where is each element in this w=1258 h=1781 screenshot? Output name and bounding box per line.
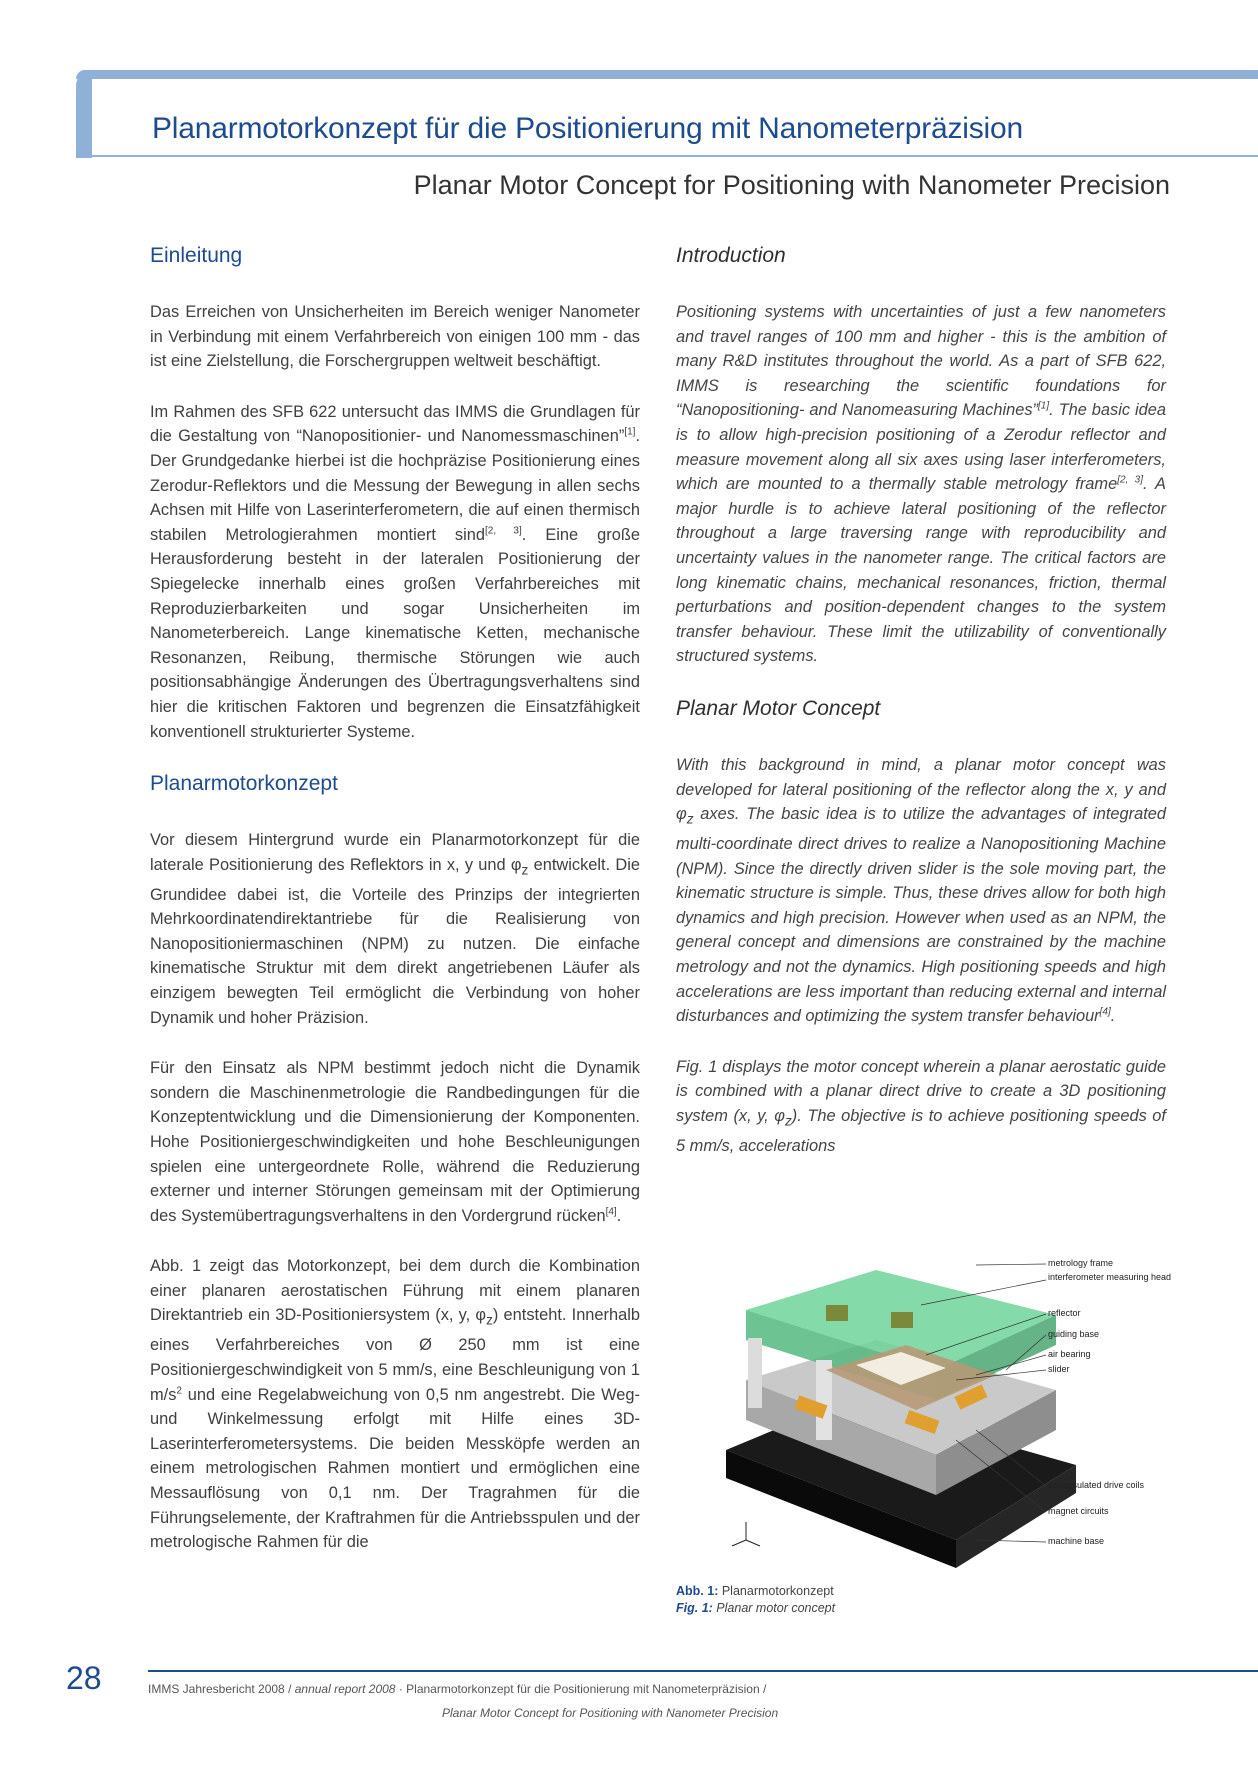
label-drive-coils: encapsulated drive coils — [1048, 1480, 1145, 1490]
paragraph-de-1 — [150, 300, 640, 374]
measuring-head — [826, 1305, 848, 1321]
text: With this background in mind, a planar motor concept was developed for lateral positioning of the reflector along the x, y and φ — [676, 755, 1166, 824]
label-reflector: reflector — [1048, 1308, 1081, 1318]
text: . Eine große Herausforderung besteht in der lateralen Positionierung der Spiegelecke innerhalb eines großen Verfahrbereiches mit Reproduzierbarkeiten und sogar Unsicherheiten im Nanometerbereich. Lange kinematische Ketten, mechanische Resonanzen, Reibung, thermische Störungen wie auch positionsabhängige Änderungen des Übertragungsverhaltens sind hier die kritischen Faktoren und begrenzen die Einsatzfähigkeit konventionell strukturierter Systeme. — [150, 525, 640, 741]
footer-line-1 — [148, 1682, 766, 1696]
text: IMMS Jahresbericht 2008 / — [148, 1682, 295, 1696]
frame-leg — [816, 1360, 832, 1440]
citation: [4] — [1099, 1006, 1111, 1018]
text: ). The objective is to achieve positioning speeds of 5 mm/s, accelerations — [676, 1106, 1166, 1155]
paragraph-en-2 — [676, 753, 1166, 1029]
heading-introduction: Introduction — [676, 244, 786, 267]
planar-motor-figure — [676, 1250, 1176, 1580]
caption-text: Planarmotorkonzept — [721, 1584, 834, 1598]
page-number: 28 — [66, 1660, 102, 1696]
caption-text: Planar motor concept — [716, 1601, 836, 1615]
citation: [2, 3] — [1117, 474, 1143, 486]
paragraph-de-2 — [150, 400, 640, 744]
text: Für den Einsatz als NPM bestimmt jedoch nicht die Dynamik sondern die Maschinenmetrologie die Randbedingungen für die Konzeptentwicklung und die Dimensionierung der Komponenten. Hohe Positioniergeschwindigkeiten und hohe Beschleunigungen spielen eine untergeordnete Rolle, während die Reduzierung externer und interner Störungen gemeinsam mit der Optimierung des Systemübertragungsverhaltens in den Vordergrund rücken — [150, 1059, 640, 1225]
footer-line-2: Planar Motor Concept for Positioning with Nanometer Precision — [442, 1706, 779, 1720]
footer-rule — [148, 1670, 1258, 1672]
text: axes. The basic idea is to utilize the advantages of integrated multi-coordinate direct drives to realize a Nanopositioning Machine (NPM). Since the directly driven slider is the sole moving part, the kinematic structure is simple. Thus, these drives allow for both high dynamics and high precision. However when used as an NPM, the general concept and dimensions are constrained by the machine metrology and not the dynamics. High positioning speeds and high accelerations are less important than reducing external and internal disturbances and optimizing the system transfer behaviour — [676, 805, 1166, 1026]
text: Abb. 1 zeigt das Motorkonzept, bei dem durch die Kombination einer planaren aerostatischen Führung mit einem planaren Direktantrieb ein 3D-Positioniersystem (x, y, φ — [150, 1257, 640, 1325]
paragraph-en-3 — [676, 1055, 1166, 1159]
label-interferometer: interferometer measuring head — [1048, 1272, 1172, 1282]
text: . — [616, 1206, 622, 1225]
caption-en — [676, 1600, 835, 1617]
paragraph-en-1 — [676, 300, 1166, 669]
text: Im Rahmen des SFB 622 untersucht das IMMS die Grundlagen für die Gestaltung von “Nanopositionier- und Nanomessmaschinen” — [150, 402, 640, 446]
text: . The basic idea is to allow high-precision positioning of a Zerodur reflector and measure movement along all six axes using laser interferometers, which are mounted to a thermally stable metrology frame — [676, 401, 1166, 494]
label-metrology-frame: metrology frame — [1048, 1258, 1114, 1268]
caption-de — [676, 1583, 835, 1600]
page-title-de: Planarmotorkonzept für die Positionierung mit Nanometerpräzision — [152, 112, 1023, 145]
label-magnet-circuits: magnet circuits — [1048, 1506, 1109, 1516]
paragraph-de-5 — [150, 1254, 640, 1554]
paragraph-de-3 — [150, 828, 640, 1030]
header-frame-bar — [76, 70, 1258, 79]
heading-planarmotorkonzept: Planarmotorkonzept — [150, 772, 338, 796]
subscript: z — [486, 1312, 493, 1328]
title-rule — [92, 155, 1258, 157]
column-german — [150, 242, 640, 1581]
axis-indicator — [732, 1522, 760, 1546]
column-english — [676, 242, 1166, 1184]
text: Das Erreichen von Unsicherheiten im Bereich weniger Nanometer in Verbindung mit einem Verfahrbereich von einigen 100 mm - das ist eine Zielstellung, die Forschergruppen weltweit beschäftigt. — [150, 303, 640, 371]
citation: [2, 3] — [485, 525, 522, 537]
text: entwickelt. Die Grundidee dabei ist, die Vorteile des Prinzips der integrierten Mehrkoordinatendirektantriebe für die Realisierung von Nanopositioniermaschinen (NPM) zu nutzen. Die einfache kinematische Struktur mit dem direkt angetriebenen Läufer als einzigem bewegten Teil ermöglicht die Verbindung von hoher Dynamik und hoher Präzision. — [150, 855, 640, 1027]
text: . A major hurdle is to achieve lateral positioning of the reflector throughout a large traversing range with reproducibility and uncertainty values in the nanometer range. The critical factors are long kinematic chains, mechanical resonances, friction, thermal perturbations and position-dependent changes to the system transfer behaviour. These limit the utilizability of conventionally structured systems. — [676, 475, 1166, 666]
label-guiding-base: guiding base — [1048, 1329, 1100, 1339]
citation: [1] — [624, 426, 636, 438]
citation: [1] — [1037, 400, 1050, 412]
citation: [4] — [605, 1206, 617, 1218]
heading-planar-motor-concept: Planar Motor Concept — [676, 696, 881, 720]
caption-label: Abb. 1: — [676, 1584, 719, 1598]
subscript: z — [521, 861, 529, 877]
text: · Planarmotorkonzept für die Positionierung mit Nanometerpräzision / — [395, 1682, 767, 1696]
subscript: z — [784, 1113, 792, 1129]
subscript: z — [686, 811, 694, 827]
measuring-head — [891, 1312, 913, 1328]
paragraph-de-4 — [150, 1056, 640, 1228]
heading-einleitung: Einleitung — [150, 244, 243, 267]
label-air-bearing: air bearing — [1048, 1349, 1091, 1359]
figure-caption — [676, 1583, 835, 1617]
text: und eine Regelabweichung von 0,5 nm angestrebt. Die Weg- und Winkelmessung erfolgt mit Hilfe eines 3D-Laserinterferometersystems. Die beiden Messköpfe werden an einem metrologischen Rahmen montiert und ermöglichen eine Messauflösung von 0,1 nm. Der Tragrahmen für die Führungselemente, der Kraftrahmen für die Antriebsspulen und der metrologische Rahmen für die — [150, 1385, 640, 1552]
page-title-en: Planar Motor Concept for Positioning with Nanometer Precision — [413, 170, 1170, 200]
text: ) entsteht. Innerhalb eines Verfahrbereiches von Ø 250 mm ist eine Positioniergeschwindigkeit von 5 mm/s, eine Beschleunigung von 1 m/s — [150, 1306, 640, 1404]
text: Fig. 1 displays the motor concept wherein a planar aerostatic guide is combined with a planar direct drive to create a 3D positioning system (x, y, φ — [676, 1057, 1166, 1125]
text: . — [1110, 1007, 1116, 1026]
text: annual report 2008 — [294, 1682, 396, 1696]
text: Vor diesem Hintergrund wurde ein Planarmotorkonzept für die laterale Positionierung des Reflektors in x, y und φ — [150, 831, 640, 874]
header-frame-side — [76, 70, 92, 158]
caption-label: Fig. 1: — [676, 1601, 713, 1615]
superscript: 2 — [176, 1385, 182, 1397]
label-slider: slider — [1048, 1364, 1070, 1374]
text: Positioning systems with uncertainties of just a few nanometers and travel ranges of 100 mm and higher - this is the ambition of many R&D institutes throughout the world. As a part of SFB 622, IMMS is researching the scientific foundations for “Nanopositioning- and Nanomeasuring Machines” — [676, 303, 1166, 420]
label-machine-base: machine base — [1048, 1536, 1105, 1546]
text: . Der Grundgedanke hierbei ist die hochpräzise Positionierung eines Zerodur-Reflektors und die Messung der Bewegung in allen sechs Achsen mit Hilfe von Laserinterferometern, die auf einen thermisch stabilen Metrologierahmen montiert sind — [150, 427, 640, 544]
frame-leg — [748, 1338, 762, 1408]
